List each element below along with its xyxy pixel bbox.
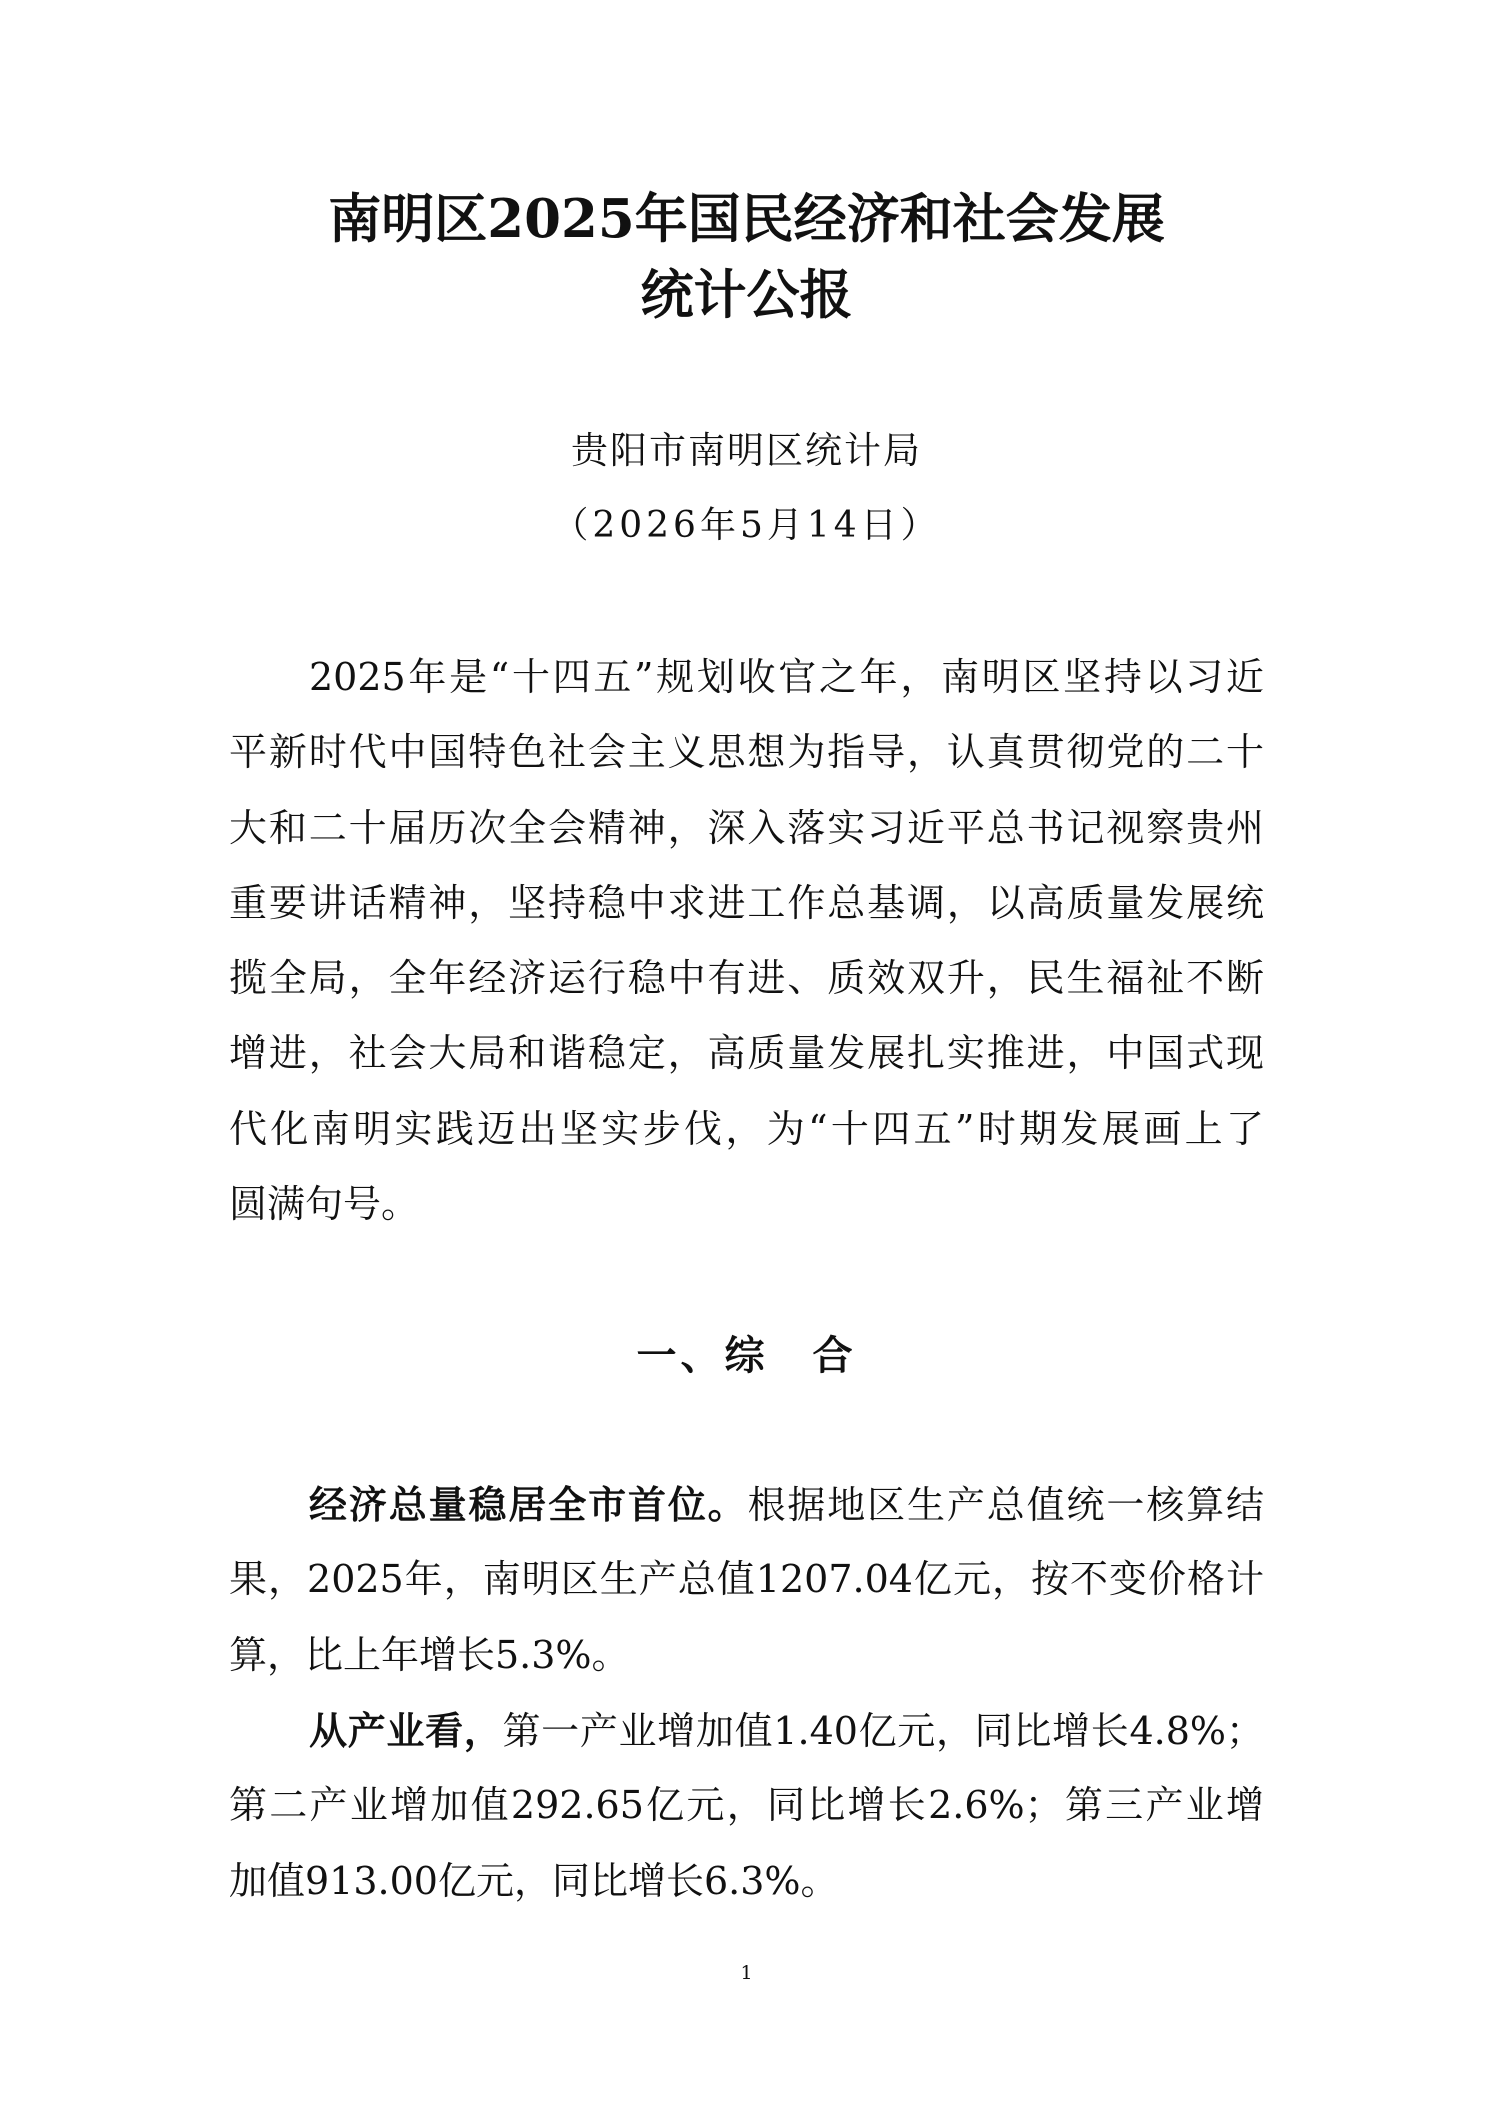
paragraph-line: 第二产业增加值292.65亿元，同比增长2.6%；第三产业增 <box>229 1783 1264 1828</box>
title-line: 统计公报 <box>640 264 853 326</box>
document-title <box>229 181 1264 333</box>
section-heading: 一、综 合 <box>636 1332 857 1379</box>
publication-date: （2026年5月14日） <box>552 505 941 546</box>
paragraph-line: 算，比上年增长5.3%。 <box>229 1632 630 1677</box>
paragraph-line <box>229 1467 1264 1542</box>
paragraph-line: 代化南明实践迈出坚实步伐，为“十四五”时期发展画上了 <box>229 1106 1264 1151</box>
paragraph-line: 大和二十届历次全会精神，深入落实习近平总书记视察贵州 <box>229 805 1264 850</box>
page-number: 1 <box>740 1962 753 1984</box>
paragraph-text: 第一产业增加值1.40亿元，同比增长4.8%； <box>502 1709 1264 1753</box>
paragraph-line: 加值913.00亿元，同比增长6.3%。 <box>229 1858 839 1903</box>
paragraph-line: 揽全局，全年经济运行稳中有进、质效双升，民生福祉不断 <box>229 956 1264 1001</box>
paragraph-line: 果，2025年，南明区生产总值1207.04亿元，按不变价格计 <box>229 1557 1264 1602</box>
paragraph-line: 圆满句号。 <box>229 1182 420 1227</box>
paragraph-line: 2025年是“十四五”规划收官之年，南明区坚持以习近 <box>309 655 1264 699</box>
paragraph-lead: 从产业看， <box>309 1708 503 1753</box>
industry-paragraph <box>229 1693 1264 1919</box>
paragraph-text: 根据地区生产总值统一核算结 <box>747 1483 1264 1527</box>
gdp-paragraph <box>229 1467 1264 1693</box>
paragraph-line: 增进，社会大局和谐稳定，高质量发展扎实推进，中国式现 <box>229 1031 1264 1076</box>
paragraph-line: 重要讲话精神，坚持稳中求进工作总基调，以高质量发展统 <box>229 880 1264 925</box>
paragraph-lead: 经济总量稳居全市首位。 <box>309 1482 748 1527</box>
title-line: 南明区2025年国民经济和社会发展 <box>328 188 1165 250</box>
paragraph-line <box>229 1693 1264 1768</box>
paragraph-line: 平新时代中国特色社会主义思想为指导，认真贯彻党的二十 <box>229 730 1264 775</box>
intro-paragraph <box>229 640 1264 1242</box>
issuing-organization: 贵阳市南明区统计局 <box>571 429 922 472</box>
